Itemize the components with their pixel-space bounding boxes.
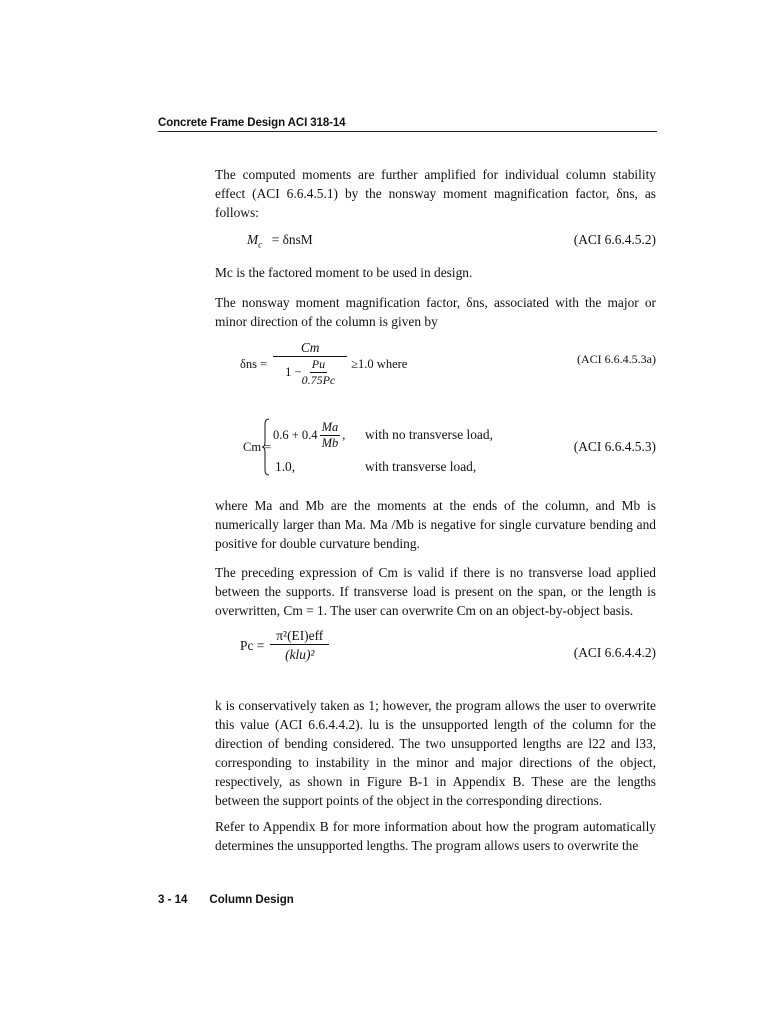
- footer-section: Column Design: [209, 894, 294, 906]
- eq2-inner-den: 0.75Pc: [301, 373, 336, 387]
- equation-ref-1: (ACI 6.6.4.5.2): [573, 232, 656, 247]
- eq3-case1-fraction: [320, 420, 341, 451]
- paragraph-moment-amplification: The computed moments are further amplified for individual column stability effect (ACI 6.6.4.5.1) by the nonsway moment magnification factor, δns, as follows:: [215, 167, 656, 220]
- eq3-case1-text: with no transverse load,: [365, 427, 493, 442]
- page-number: 3 - 14: [158, 894, 188, 906]
- eq3-case2-value: 1.0,: [275, 459, 296, 474]
- eq3-case2-text: with transverse load,: [365, 459, 477, 474]
- equation-pc: [240, 628, 329, 663]
- paragraph-appendix-reference: Refer to Appendix B for more information about how the program automatically determines the unsupported lengths. The program allows users to overwrite the: [215, 819, 656, 853]
- paragraph-k-factor: k is conservatively taken as 1; however, the program allows the user to overwrite this value (ACI 6.6.4.4.2). lu is the unsupported length of the column for the direction of bending considered. The two unsupported lengths are l22 and l33, corresponding to instability in the minor and major directions of the object, respectively, as shown in Figure B-1 in Appendix B. These are the lengths between the support points of the object in the corresponding directions.: [215, 698, 656, 808]
- eq2-inner-num: Pu: [311, 357, 326, 371]
- equation-ref-3: (ACI 6.6.4.5.3): [573, 439, 656, 454]
- equation-ref-4: (ACI 6.6.4.4.2): [573, 645, 656, 660]
- header-rule: [158, 131, 657, 132]
- equation-mc: [247, 232, 313, 251]
- eq3-case1: 0.6 + 0.4 $\frac{Ma}{Mb}$ ,: [273, 420, 346, 450]
- eq4-denominator: (klu)²: [285, 647, 315, 662]
- eq3-case1-value: 0.6 + 0.4: [273, 428, 318, 442]
- eq2-den-one: 1 −: [285, 365, 302, 379]
- eq4-lhs: Pc =: [240, 637, 265, 653]
- eq2-denominator: [285, 357, 335, 388]
- paragraph-end-moments: where Ma and Mb are the moments at the ends of the column, and Mb is numerically larger than Ma. Ma /Mb is negative for single curvature bending and positive for double curvature bending.: [215, 498, 656, 551]
- paragraph-cm-validity: The preceding expression of Cm is valid if there is no transverse load applied between the supports. If transverse load is present on the span, or the length is overwritten, Cm = 1. The user can overwrite Cm on an object-by-object basis.: [215, 565, 656, 618]
- eq1-rhs: = δnsM: [271, 232, 313, 247]
- paragraph-mc-definition: Mc is the factored moment to be used in design.: [215, 265, 473, 280]
- eq4-fraction: [270, 628, 329, 663]
- eq2-condition: ≥1.0 where: [351, 356, 408, 371]
- eq4-numerator: π²(EI)eff: [270, 628, 329, 645]
- eq1-lhs: M: [247, 232, 259, 247]
- eq1-lhs-sub: c: [258, 240, 263, 251]
- eq3-lhs: Cm =: [243, 440, 272, 454]
- equation-ref-2: (ACI 6.6.4.5.3a): [577, 352, 656, 366]
- eq2-fraction: [273, 340, 347, 388]
- eq3-left-brace: [262, 418, 270, 476]
- running-footer: [158, 894, 316, 906]
- eq3-case1-num: Ma: [321, 420, 339, 434]
- paragraph-magnification-factor: The nonsway moment magnification factor, δns, associated with the major or minor direction of the column is given by: [215, 295, 656, 329]
- equation-delta-ns: [240, 340, 407, 388]
- eq2-numerator: Cm: [273, 340, 347, 357]
- running-header: Concrete Frame Design ACI 318-14: [158, 117, 346, 129]
- eq2-lhs: δns =: [240, 356, 268, 371]
- eq3-case1-den: Mb: [321, 436, 339, 450]
- eq2-inner-fraction: [302, 357, 336, 388]
